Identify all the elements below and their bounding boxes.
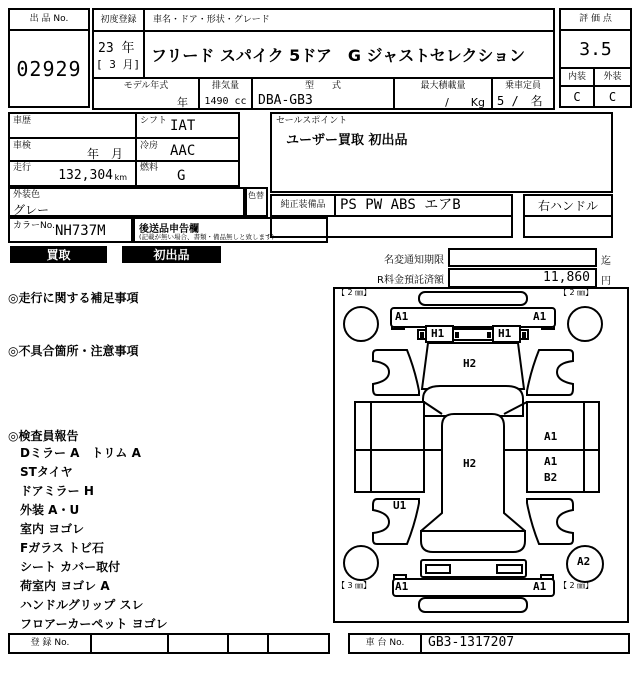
damage-code-front-bumper-left: A1 <box>395 580 409 593</box>
wheel-bottom-left <box>344 546 378 580</box>
front-panel-slot-right <box>497 565 522 573</box>
first-registration-month: [ 3 月] <box>96 58 141 71</box>
section-inspector-report: ◎検査員報告 <box>8 429 79 443</box>
damage-diagram <box>331 285 631 627</box>
displacement-value: 1490 cc <box>200 94 253 108</box>
max-load-label: 最大積載量 <box>395 77 493 94</box>
rear-top-bar <box>419 292 527 305</box>
side-strip-left <box>355 402 371 492</box>
damage-code-rear-bumper-right: A1 <box>533 310 547 323</box>
registration-no-cell <box>92 635 169 652</box>
damage-code-side-right-2: A1 <box>544 455 558 468</box>
shift-value: IAT <box>170 118 196 134</box>
side-strip-right <box>584 402 599 492</box>
recycle-fee-value: 11,860 <box>448 268 597 288</box>
fender-rear-left <box>373 350 419 395</box>
displacement-label: 排気量 <box>200 77 253 94</box>
name-change-field <box>448 248 597 267</box>
equipment-empty-row <box>272 217 511 236</box>
roof-column <box>421 414 525 531</box>
report-item: 室内 ヨゴレ <box>20 522 85 536</box>
exterior-color-label: 外装色 <box>13 190 41 200</box>
vehicle-header-table <box>92 8 555 110</box>
equipment-box <box>270 194 513 238</box>
model-year-label: モデル年式 <box>94 77 200 94</box>
mileage-label: 走行 <box>13 163 32 173</box>
sales-point-value: ユーザー買取 初出品 <box>286 133 408 148</box>
badge-purchase: 買取 <box>10 246 107 263</box>
badge-first-listing: 初出品 <box>122 246 221 263</box>
first-registration-year: 23 年 <box>98 41 135 56</box>
handle-box <box>523 194 613 238</box>
report-item: 荷室内 ヨゴレ A <box>20 579 110 593</box>
recycle-fee-suffix: 円 <box>601 276 611 287</box>
name-change-label: 名変通知期限 <box>384 255 444 266</box>
windshield-panel <box>421 531 525 552</box>
fender-rear-right <box>527 350 573 395</box>
auction-no-label: 出 品 No. <box>10 10 88 31</box>
vehicle-name-value: フリード スパイク 5ドア G ジャストセレクション <box>151 46 526 65</box>
chassis-no-table <box>348 633 630 654</box>
color-no-value: NH737M <box>55 223 106 239</box>
color-no-label: カラーNo. <box>13 221 55 231</box>
lamp-dot <box>455 332 459 338</box>
front-bumper <box>393 579 554 596</box>
fender-front-right <box>527 499 573 544</box>
tread-depth-top-left: 【 2 ㎜】 <box>337 288 372 297</box>
damage-code-rear-gate: H2 <box>463 357 477 370</box>
details-table <box>8 112 240 187</box>
name-change-suffix: 迄 <box>601 256 611 267</box>
report-item: Fガラス トビ石 <box>20 541 105 555</box>
tread-depth-bottom-right: 【 2 ㎜】 <box>559 581 594 590</box>
equipment-value: PS PW ABS エアB <box>336 196 511 217</box>
report-item: ドアミラー H <box>20 484 94 498</box>
ac-value: AAC <box>170 143 196 159</box>
front-panel-slot-left <box>426 565 450 573</box>
wheel-top-right <box>568 307 602 341</box>
sales-point-label: セールスポイント <box>276 116 348 126</box>
damage-code-front-bumper-right: A1 <box>533 580 547 593</box>
color-change-box <box>245 187 268 217</box>
capacity-label: 乗車定員 <box>493 77 553 94</box>
chassis-no-value: GB3-1317207 <box>428 635 515 650</box>
score-label: 評 価 点 <box>561 10 630 31</box>
damage-code-rear-lamp-right: H1 <box>498 327 512 340</box>
registration-no-cell <box>269 635 328 652</box>
fuel-value: G <box>177 168 186 184</box>
front-bottom-bar <box>419 598 527 612</box>
score-box <box>559 8 632 108</box>
history-label: 車歴 <box>13 116 32 126</box>
equipment-label: 純正装備品 <box>272 196 336 217</box>
side-panel-left <box>371 402 424 492</box>
damage-code-wheel: A2 <box>577 555 591 568</box>
report-item: Dミラー A トリム A <box>20 446 141 460</box>
handle-value: 右ハンドル <box>525 196 611 217</box>
exterior-color-value: グレー <box>13 203 50 217</box>
shift-label: シフト <box>140 116 168 126</box>
auction-no-value: 02929 <box>16 56 82 81</box>
damage-code-roof: H2 <box>463 457 477 470</box>
auction-no-box <box>8 8 90 108</box>
interior-grade: C <box>561 87 595 106</box>
report-item: フロアーカーペット ヨゴレ <box>20 617 168 631</box>
damage-code-side-left: U1 <box>393 499 407 512</box>
registration-no-label: 登 録 No. <box>10 635 92 652</box>
vehicle-name-label: 車名・ドア・形状・グレード <box>145 10 553 32</box>
inspection-label: 車検 <box>13 141 32 151</box>
report-item: STタイヤ <box>20 465 73 479</box>
report-item: ハンドルグリップ スレ <box>20 598 144 612</box>
color-no-box <box>8 217 133 243</box>
exterior-color-box <box>8 187 245 217</box>
tread-depth-top-right: 【 2 ㎜】 <box>559 288 594 297</box>
handle-empty-row <box>525 217 611 236</box>
report-item: シート カバー取付 <box>20 560 121 574</box>
exterior-grade: C <box>608 89 617 104</box>
score-value: 3.5 <box>561 31 630 69</box>
recycle-fee-label: R料金預託済額 <box>377 275 444 286</box>
inspection-value: 年 月 <box>86 147 123 161</box>
tread-depth-bottom-left: 【 3 ㎜】 <box>337 581 372 590</box>
registration-no-cell <box>169 635 229 652</box>
mileage-value: 132,304 <box>58 168 113 183</box>
report-item: 外装 A・U <box>20 503 80 517</box>
exterior-label: 外装 <box>595 69 630 87</box>
car-outline-drawing <box>331 285 631 627</box>
registration-no-table <box>8 633 330 654</box>
first-registration-label: 初度登録 <box>94 10 145 32</box>
fuel-label: 燃料 <box>140 163 159 173</box>
chassis-no-label: 車 台 No. <box>350 635 422 652</box>
capacity-value: 5 / 名 <box>497 94 543 108</box>
max-load-value: / Kg <box>395 94 493 108</box>
model-code-value: DBA-GB3 <box>253 94 395 108</box>
section-defects: ◎不具合箇所・注意事項 <box>8 344 139 358</box>
registration-no-cell <box>229 635 269 652</box>
model-year-value: 年 <box>94 94 200 108</box>
damage-code-side-right-1: A1 <box>544 430 558 443</box>
late-items-label: 後送品申告欄 <box>139 224 199 235</box>
rear-bumper <box>391 308 555 327</box>
wheel-top-left <box>344 307 378 341</box>
mileage-unit: km <box>114 173 127 182</box>
damage-code-rear-lamp-left: H1 <box>431 327 445 340</box>
ac-label: 冷房 <box>140 141 159 151</box>
lamp-dot <box>487 332 491 338</box>
damage-code-side-right-3: B2 <box>544 471 558 484</box>
model-code-label: 型 式 <box>253 77 395 94</box>
inspector-report-list <box>20 444 168 634</box>
lamp-dot <box>420 332 424 338</box>
color-change-label: 色替 <box>248 191 264 200</box>
sales-point-box <box>270 112 613 193</box>
damage-code-rear-bumper-left: A1 <box>395 310 409 323</box>
interior-label: 内装 <box>561 69 595 87</box>
section-mileage-notes: ◎走行に関する補足事項 <box>8 291 139 305</box>
late-items-note: (記載が無い場合、書類・備品無しと致します) <box>139 233 275 241</box>
lamp-dot <box>522 332 526 338</box>
